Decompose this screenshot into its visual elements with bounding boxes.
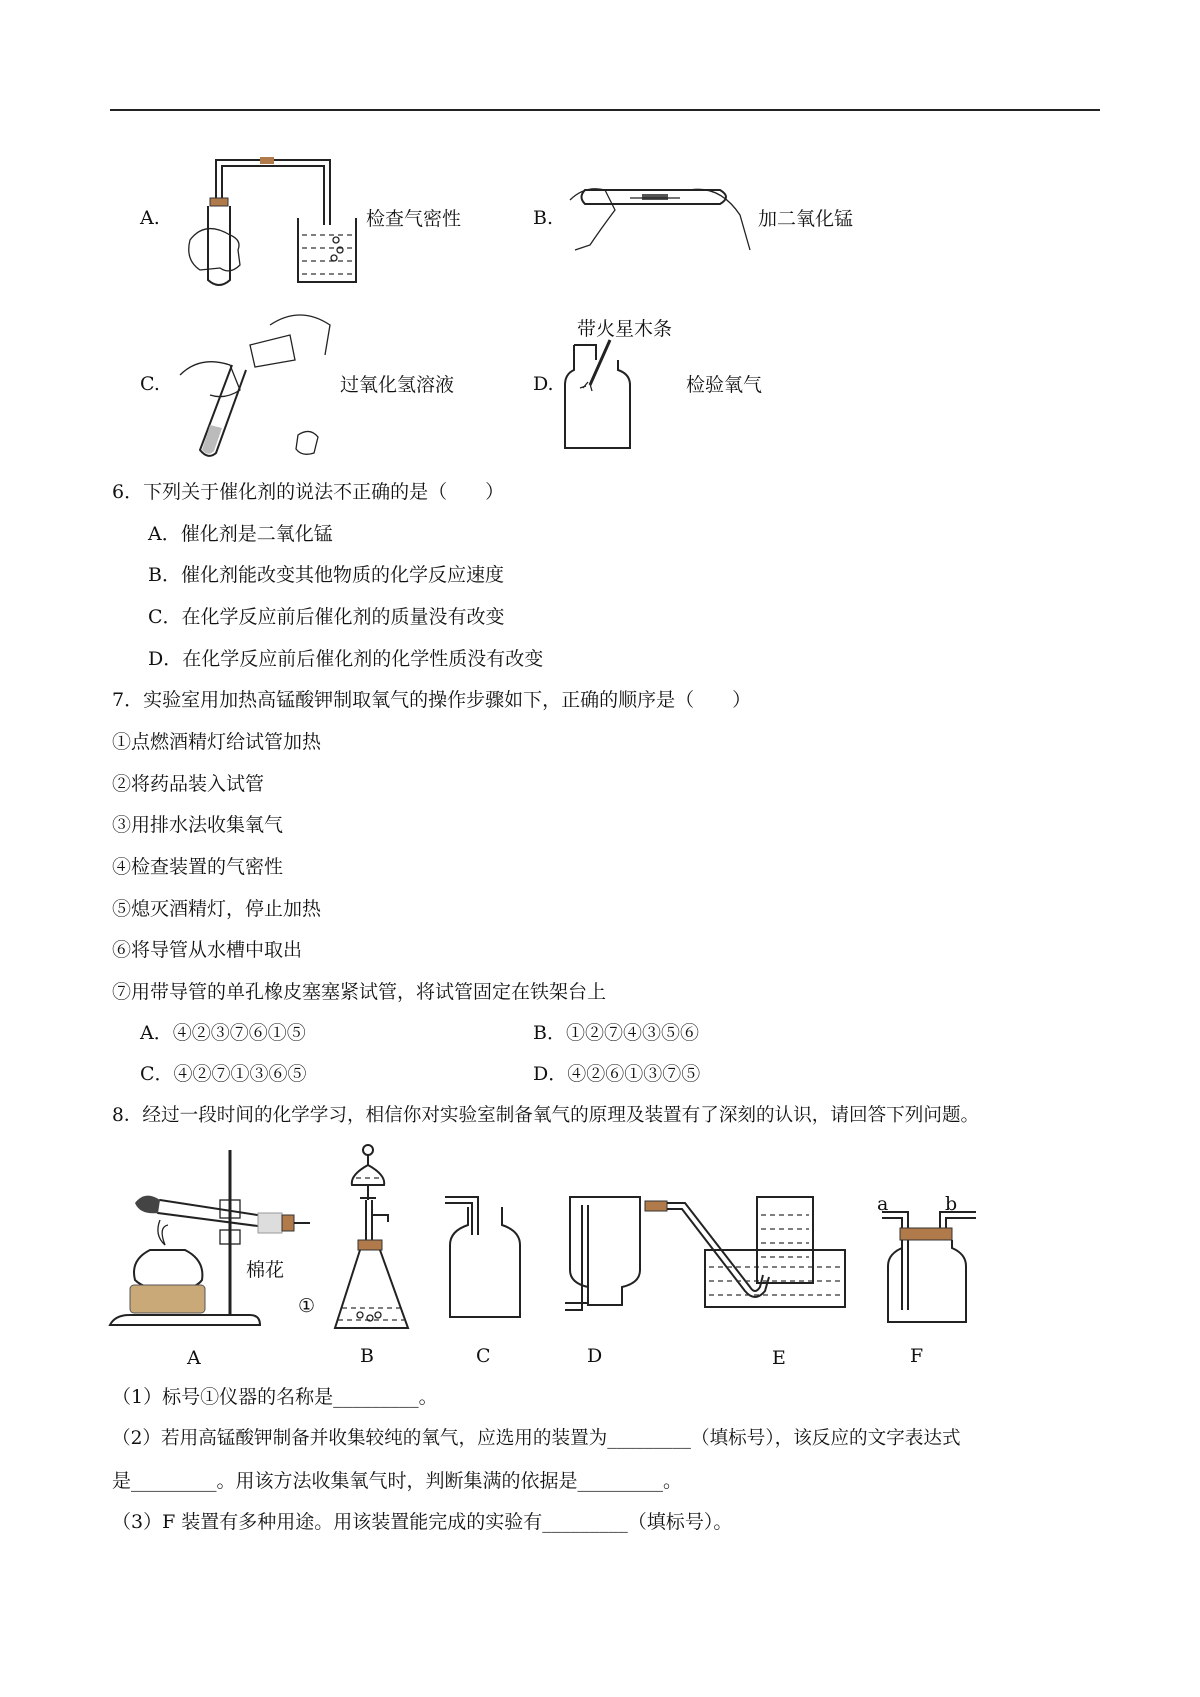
apparatus-label-a: A bbox=[187, 1347, 201, 1369]
apparatus-label-e: E bbox=[772, 1347, 786, 1369]
q7-option-b: B．①②⑦④③⑤⑥ bbox=[533, 1022, 699, 1044]
apparatus-c-figure bbox=[440, 1195, 530, 1320]
q8-sub1: （1）标号①仪器的名称是_________。 bbox=[112, 1386, 438, 1408]
q5-option-c-caption: 过氧化氢溶液 bbox=[340, 374, 455, 396]
q7-step-6: ⑥将导管从水槽中取出 bbox=[112, 939, 303, 961]
apparatus-label-f: F bbox=[910, 1345, 924, 1367]
apparatus-f-port-a: a bbox=[877, 1193, 889, 1215]
q7-step-7: ⑦用带导管的单孔橡皮塞塞紧试管，将试管固定在铁架台上 bbox=[112, 981, 607, 1003]
apparatus-e-water-trough-figure bbox=[645, 1195, 855, 1315]
apparatus-a-heating-figure bbox=[110, 1145, 310, 1335]
apparatus-a-cotton-label: 棉花 bbox=[246, 1259, 285, 1281]
apparatus-b-conical-flask-figure bbox=[330, 1140, 430, 1335]
q8-sub2-line1: （2）若用高锰酸钾制备并收集较纯的氧气，应选用的装置为_________（填标号），该反应的文字表达式 bbox=[112, 1428, 961, 1449]
pour-peroxide-figure bbox=[180, 305, 340, 465]
q6-option-b: B．催化剂能改变其他物质的化学反应速度 bbox=[148, 564, 504, 586]
q5-option-b-caption: 加二氧化锰 bbox=[758, 208, 854, 230]
q5-option-d-caption: 检验氧气 bbox=[686, 374, 763, 396]
q6-option-a: A．催化剂是二氧化锰 bbox=[148, 523, 333, 545]
q5-option-a-letter: A. bbox=[140, 207, 160, 229]
apparatus-label-b: B bbox=[360, 1345, 374, 1367]
apparatus-f-figure bbox=[880, 1210, 980, 1325]
airtightness-check-figure bbox=[180, 140, 370, 290]
q7-step-5: ⑤熄灭酒精灯，停止加热 bbox=[112, 898, 322, 920]
q5-option-a-caption: 检查气密性 bbox=[366, 208, 462, 230]
apparatus-label-d: D bbox=[587, 1345, 603, 1367]
q7-option-c: C．④②⑦①③⑥⑤ bbox=[140, 1063, 307, 1085]
q7-step-2: ②将药品装入试管 bbox=[112, 773, 265, 795]
header-rule bbox=[110, 109, 1100, 111]
q7-option-d: D．④②⑥①③⑦⑤ bbox=[533, 1063, 701, 1085]
apparatus-f-port-b: b bbox=[945, 1193, 958, 1215]
add-mno2-figure bbox=[570, 170, 760, 265]
q5-option-b-letter: B. bbox=[533, 207, 554, 229]
apparatus-d-figure bbox=[560, 1195, 650, 1320]
q5-option-d-letter: D. bbox=[533, 373, 554, 395]
q6-option-c: C．在化学反应前后催化剂的质量没有改变 bbox=[148, 606, 505, 628]
q8-sub2-line2: 是_________。用该方法收集氧气时，判断集满的依据是_________。 bbox=[112, 1470, 683, 1492]
q7-step-1: ①点燃酒精灯给试管加热 bbox=[112, 731, 322, 753]
q8-stem: 8．经过一段时间的化学学习，相信你对实验室制备氧气的原理及装置有了深刻的认识，请回答下列问题。 bbox=[112, 1105, 980, 1126]
apparatus-label-c: C bbox=[476, 1345, 491, 1367]
q7-stem: 7．实验室用加热高锰酸钾制取氧气的操作步骤如下，正确的顺序是（ ） bbox=[112, 689, 752, 711]
q5-option-c-letter: C. bbox=[140, 373, 160, 395]
q7-option-a: A．④②③⑦⑥①⑤ bbox=[140, 1022, 306, 1044]
test-oxygen-figure bbox=[560, 340, 640, 450]
q7-step-4: ④检查装置的气密性 bbox=[112, 856, 284, 878]
q5-option-d-splint-label: 带火星木条 bbox=[577, 318, 673, 340]
q6-stem: 6．下列关于催化剂的说法不正确的是（ ） bbox=[112, 481, 505, 503]
apparatus-b-marker-1: ① bbox=[298, 1295, 316, 1317]
q8-sub3: （3）F 装置有多种用途。用该装置能完成的实验有_________（填标号）。 bbox=[112, 1511, 733, 1533]
q6-option-d: D．在化学反应前后催化剂的化学性质没有改变 bbox=[148, 648, 544, 670]
q7-step-3: ③用排水法收集氧气 bbox=[112, 814, 284, 836]
